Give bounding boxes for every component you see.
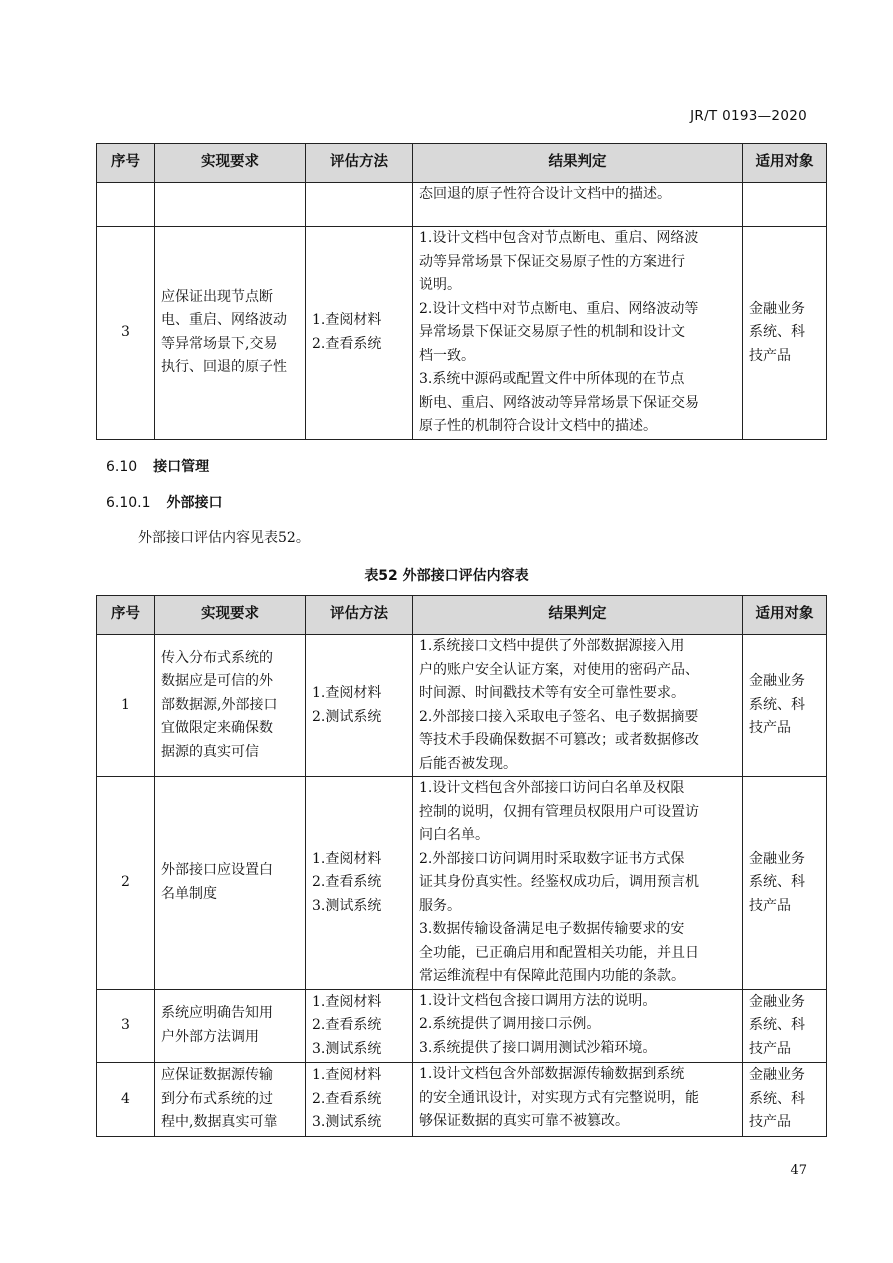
method-cell <box>306 635 413 777</box>
result-cell-line: 态回退的原子性符合设计文档中的描述。 <box>419 186 671 202</box>
target-cell-line: 系统、科 <box>749 324 805 340</box>
result-cell-line: 1.设计文档中包含对节点断电、重启、网络波 <box>419 230 699 246</box>
table-row <box>97 1063 827 1137</box>
target-cell-line: 系统、科 <box>749 1017 805 1033</box>
result-cell-line: 1.设计文档包含外部接口访问白名单及权限 <box>419 780 685 796</box>
requirement-cell-line: 户外部方法调用 <box>161 1028 259 1045</box>
target-cell-line: 系统、科 <box>749 874 805 890</box>
method-cell-line: 2.查看系统 <box>312 1090 382 1107</box>
requirement-cell-line: 外部接口应设置白 <box>161 862 273 879</box>
col-header-num: 序号 <box>97 596 155 635</box>
method-cell <box>306 777 413 990</box>
requirement-cell-line: 程中,数据真实可靠 <box>161 1114 278 1130</box>
table-continued <box>96 143 827 440</box>
requirement-cell <box>155 1063 306 1137</box>
col-header-target: 适用对象 <box>743 596 827 635</box>
method-cell <box>306 183 413 227</box>
target-cell-line: 技产品 <box>749 897 791 914</box>
table-row <box>97 989 827 1063</box>
section-title: 接口管理 <box>153 459 210 475</box>
col-header-requirement: 实现要求 <box>155 596 306 635</box>
col-header-target: 适用对象 <box>743 144 827 183</box>
result-cell-line: 时间源、时间戳技术等有安全可靠性要求。 <box>419 685 685 701</box>
result-cell-line: 异常场景下保证交易原子性的机制和设计文 <box>419 324 685 340</box>
method-cell <box>306 989 413 1063</box>
result-cell-line: 2.外部接口接入采取电子签名、电子数据摘要 <box>419 708 699 725</box>
col-header-requirement: 实现要求 <box>155 144 306 183</box>
method-cell-line: 2.查看系统 <box>312 1017 382 1033</box>
result-cell-line: 2.设计文档中对节点断电、重启、网络波动等 <box>419 300 699 317</box>
col-header-result: 结果判定 <box>413 596 743 635</box>
table-row <box>97 183 827 227</box>
method-cell-line: 1.查阅材料 <box>312 685 382 701</box>
table-row <box>97 227 827 440</box>
method-cell-line: 1.查阅材料 <box>312 1067 382 1083</box>
result-cell-line: 2.外部接口访问调用时采取数字证书方式保 <box>419 850 685 867</box>
requirement-cell <box>155 183 306 227</box>
target-cell-line: 技产品 <box>749 347 791 364</box>
result-cell-line: 1.设计文档包含外部数据源传输数据到系统 <box>419 1066 685 1082</box>
target-cell <box>743 227 827 440</box>
result-cell-line: 证其身份真实性。经鉴权成功后，调用预言机 <box>419 874 699 890</box>
result-cell-line: 1.系统接口文档中提供了外部数据源接入用 <box>419 638 685 654</box>
result-cell <box>413 1063 743 1137</box>
document-id: JR/T 0193—2020 <box>690 108 807 124</box>
row-number: 2 <box>97 777 155 990</box>
result-cell-line: 1.设计文档包含接口调用方法的说明。 <box>419 992 657 1009</box>
subsection-number: 6.10.1 <box>106 495 151 511</box>
col-header-result: 结果判定 <box>413 144 743 183</box>
result-cell-line: 后能否被发现。 <box>419 755 517 772</box>
target-cell-line: 系统、科 <box>749 1090 805 1107</box>
result-cell-line: 问白名单。 <box>419 827 489 843</box>
row-number: 1 <box>97 635 155 777</box>
table-header-row <box>97 144 827 183</box>
target-cell-line: 技产品 <box>749 720 791 737</box>
requirement-cell-line: 传入分布式系统的 <box>161 649 273 666</box>
result-cell <box>413 635 743 777</box>
method-cell-line: 1.查阅材料 <box>312 993 382 1010</box>
method-cell <box>306 227 413 440</box>
row-number: 4 <box>97 1063 155 1137</box>
target-cell-line: 金融业务 <box>749 673 805 690</box>
target-cell-line: 金融业务 <box>749 1067 805 1083</box>
target-cell-line: 系统、科 <box>749 696 805 713</box>
result-cell-line: 原子性的机制符合设计文档中的描述。 <box>419 418 657 434</box>
row-number <box>97 183 155 227</box>
target-cell-line: 金融业务 <box>749 993 805 1010</box>
result-cell <box>413 183 743 227</box>
result-cell <box>413 227 743 440</box>
result-cell-line: 3.系统中源码或配置文件中所体现的在节点 <box>419 371 685 387</box>
subsection-heading <box>106 492 223 512</box>
requirement-cell <box>155 989 306 1063</box>
table-caption: 表52 外部接口评估内容表 <box>364 568 529 584</box>
method-cell-line: 1.查阅材料 <box>312 850 382 867</box>
subsection-title: 外部接口 <box>166 495 223 511</box>
table-52 <box>96 595 827 1137</box>
requirement-cell-line: 宜做限定来确保数 <box>161 720 273 737</box>
result-cell-line: 户的账户安全认证方案，对使用的密码产品、 <box>419 661 699 678</box>
target-cell-line: 金融业务 <box>749 300 805 317</box>
target-cell-line: 技产品 <box>749 1040 791 1057</box>
result-cell-line: 档一致。 <box>419 347 475 364</box>
method-cell-line: 2.测试系统 <box>312 708 382 725</box>
method-cell <box>306 1063 413 1137</box>
result-cell-line: 全功能，已正确启用和配置相关功能，并且日 <box>419 944 699 961</box>
method-cell-line: 1.查阅材料 <box>312 312 382 329</box>
section-heading <box>106 456 209 476</box>
table-row <box>97 635 827 777</box>
requirement-cell-line: 等异常场景下,交易 <box>161 335 278 352</box>
requirement-cell-line: 据源的真实可信 <box>161 743 259 760</box>
row-number: 3 <box>97 989 155 1063</box>
result-cell-line: 3.系统提供了接口调用测试沙箱环境。 <box>419 1039 657 1056</box>
method-cell-line: 3.测试系统 <box>312 1114 382 1130</box>
method-cell-line: 2.查看系统 <box>312 874 382 890</box>
col-header-method: 评估方法 <box>306 596 413 635</box>
result-cell-line: 等技术手段确保数据不可篡改；或者数据修改 <box>419 732 699 748</box>
target-cell <box>743 635 827 777</box>
target-cell <box>743 777 827 990</box>
requirement-cell-line: 应保证出现节点断 <box>161 288 273 305</box>
target-cell <box>743 183 827 227</box>
requirement-cell-line: 电、重启、网络波动 <box>161 312 287 329</box>
result-cell-line: 说明。 <box>419 277 461 293</box>
table-row <box>97 777 827 990</box>
requirement-cell-line: 名单制度 <box>161 885 217 902</box>
requirement-cell-line: 数据应是可信的外 <box>161 673 273 690</box>
table-header-row <box>97 596 827 635</box>
method-cell-line: 3.测试系统 <box>312 1040 382 1057</box>
result-cell-line: 3.数据传输设备满足电子数据传输要求的安 <box>419 921 685 937</box>
requirement-cell-line: 到分布式系统的过 <box>161 1090 273 1107</box>
target-cell <box>743 1063 827 1137</box>
result-cell-line: 常运维流程中有保障此范围内功能的条款。 <box>419 968 685 984</box>
result-cell-line: 2.系统提供了调用接口示例。 <box>419 1016 601 1032</box>
col-header-method: 评估方法 <box>306 144 413 183</box>
requirement-cell <box>155 777 306 990</box>
requirement-cell-line: 系统应明确告知用 <box>161 1005 273 1022</box>
page-number: 47 <box>790 1163 807 1178</box>
intro-paragraph: 外部接口评估内容见表52。 <box>138 530 310 546</box>
result-cell <box>413 777 743 990</box>
result-cell-line: 够保证数据的真实可靠不被篡改。 <box>419 1113 629 1129</box>
requirement-cell-line: 应保证数据源传输 <box>161 1067 273 1083</box>
requirement-cell <box>155 227 306 440</box>
method-cell-line: 2.查看系统 <box>312 335 382 352</box>
target-cell-line: 金融业务 <box>749 850 805 867</box>
result-cell-line: 动等异常场景下保证交易原子性的方案进行 <box>419 253 685 270</box>
result-cell-line: 控制的说明，仅拥有管理员权限用户可设置访 <box>419 803 699 820</box>
requirement-cell-line: 部数据源,外部接口 <box>161 696 278 713</box>
result-cell-line: 的安全通讯设计，对实现方式有完整说明，能 <box>419 1089 699 1106</box>
target-cell <box>743 989 827 1063</box>
row-number: 3 <box>97 227 155 440</box>
method-cell-line: 3.测试系统 <box>312 897 382 914</box>
result-cell-line: 断电、重启、网络波动等异常场景下保证交易 <box>419 394 699 411</box>
result-cell-line: 服务。 <box>419 897 461 914</box>
section-number: 6.10 <box>106 459 138 475</box>
col-header-num: 序号 <box>97 144 155 183</box>
requirement-cell <box>155 635 306 777</box>
target-cell-line: 技产品 <box>749 1114 791 1130</box>
result-cell <box>413 989 743 1063</box>
requirement-cell-line: 执行、回退的原子性 <box>161 359 287 376</box>
